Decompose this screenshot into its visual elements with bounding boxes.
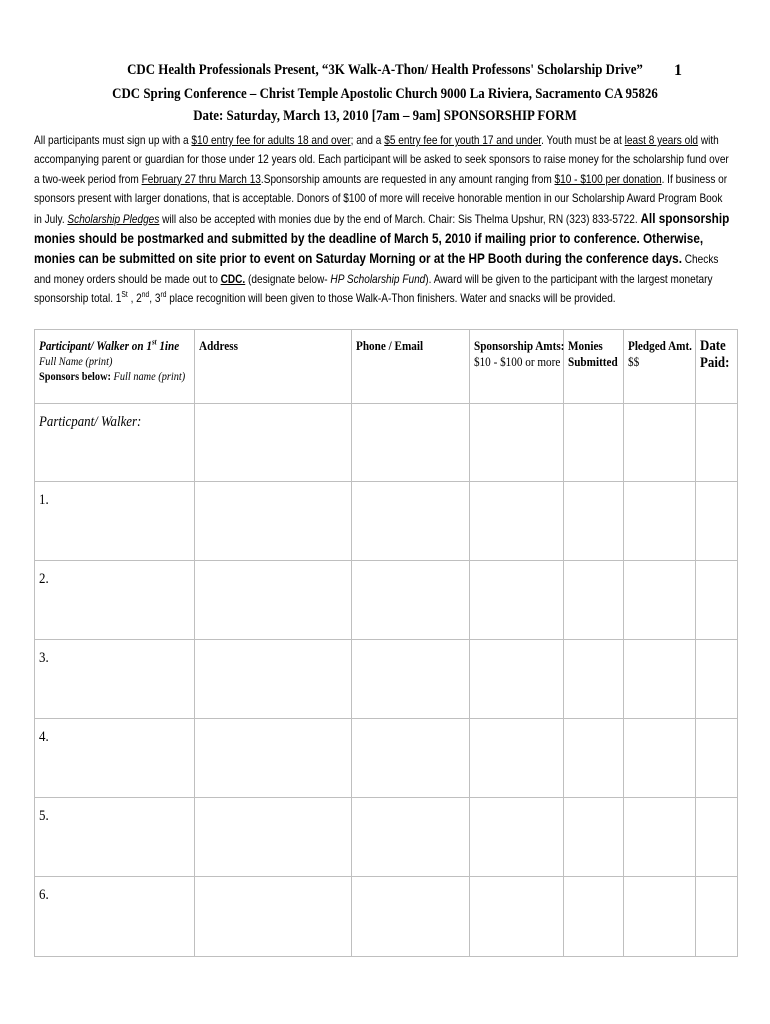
table-header-row	[35, 330, 738, 404]
intro-text: . If business or sponsors present with larger donations, that is acceptable. Donors of $100 of more will receive honorable mention in our Scholarship Award Program Book in July.	[34, 171, 728, 226]
column-header-pledged-amount: Pledged Amt. $$	[624, 330, 696, 404]
ordinal-suffix: St	[121, 290, 128, 300]
header-date: Date: Saturday, March 13, 2010 [7am – 9am] SPONSORSHIP FORM	[193, 108, 577, 124]
table-row	[35, 640, 738, 719]
pledged-amount-cell[interactable]	[624, 877, 696, 957]
intro-text: will also be accepted with monies due by the end of March. Chair: Sis Thelma Upshur, RN (323) 833-5722.	[159, 211, 641, 226]
monies-submitted-cell[interactable]	[564, 877, 624, 957]
intro-text: , 3	[149, 291, 161, 306]
date-paid-cell[interactable]	[696, 482, 738, 561]
sponsorship-amount-cell[interactable]	[470, 561, 564, 640]
sponsor-cell[interactable]: 2.	[35, 561, 195, 640]
ordinal-suffix: rd	[160, 290, 167, 300]
pledged-amount-cell[interactable]	[624, 640, 696, 719]
monies-submitted-cell[interactable]	[564, 482, 624, 561]
date-paid-cell[interactable]	[696, 877, 738, 957]
fund-name: HP Scholarship Fund	[330, 271, 426, 286]
sponsor-cell[interactable]: 6.	[35, 877, 195, 957]
column-header-sponsorship-amounts: Sponsorship Amts: $10 - $100 or more	[470, 330, 564, 404]
deadline-notice: All sponsorship monies should be postmarked and submitted by the deadline of March 5, 2010 if mailing prior to conference. Otherwise, monies can be submitted on site prior to event on Saturday Morning or at the HP Booth during the conference days.	[34, 209, 730, 267]
date-paid-cell[interactable]	[696, 640, 738, 719]
address-cell[interactable]	[195, 798, 352, 877]
phone-email-cell[interactable]	[352, 877, 470, 957]
sponsorship-amount-cell[interactable]	[470, 482, 564, 561]
sponsorship-amount-cell[interactable]	[470, 719, 564, 798]
address-cell[interactable]	[195, 640, 352, 719]
address-cell[interactable]	[195, 719, 352, 798]
date-paid-cell[interactable]	[696, 404, 738, 482]
adult-fee: $10 entry fee for adults 18 and over	[191, 133, 351, 147]
minimum-age: least 8 years old	[624, 133, 699, 147]
date-paid-cell[interactable]	[696, 561, 738, 640]
participant-cell[interactable]: Particpant/ Walker:	[35, 404, 195, 482]
pledged-amount-cell[interactable]	[624, 719, 696, 798]
intro-text: Checks and money orders should be made out to	[34, 252, 719, 286]
scholarship-pledges: Scholarship Pledges	[67, 211, 160, 226]
phone-email-cell[interactable]	[352, 640, 470, 719]
monies-submitted-cell[interactable]	[564, 561, 624, 640]
page-number: 1	[674, 62, 682, 79]
sponsor-cell[interactable]: 5.	[35, 798, 195, 877]
address-cell[interactable]	[195, 404, 352, 482]
column-header-phone-email: Phone / Email	[352, 330, 470, 404]
pledged-amount-cell[interactable]	[624, 798, 696, 877]
sponsorship-period: February 27 thru March 13	[141, 171, 261, 186]
table-row	[35, 482, 738, 561]
date-paid-cell[interactable]	[696, 719, 738, 798]
header-title: CDC Health Professionals Present, “3K Walk-A-Thon/ Health Professons' Scholarship Drive”	[127, 62, 643, 78]
monies-submitted-cell[interactable]	[564, 798, 624, 877]
phone-email-cell[interactable]	[352, 482, 470, 561]
monies-submitted-cell[interactable]	[564, 404, 624, 482]
instructions-paragraph	[34, 131, 731, 309]
column-header-date-paid: Date Paid:	[696, 330, 738, 404]
header-venue: CDC Spring Conference – Christ Temple Apostolic Church 9000 La Riviera, Sacramento CA 95826	[112, 86, 658, 102]
sponsorship-amount-cell[interactable]	[470, 404, 564, 482]
address-cell[interactable]	[195, 482, 352, 561]
pledged-amount-cell[interactable]	[624, 561, 696, 640]
monies-submitted-cell[interactable]	[564, 719, 624, 798]
intro-text: . Youth must be at	[541, 133, 625, 147]
intro-text: , 2	[127, 291, 142, 306]
phone-email-cell[interactable]	[352, 561, 470, 640]
column-header-participant: Participant/ Walker on 1st 1ine Full Name (print) Sponsors below: Full name (print)	[35, 330, 195, 404]
sponsorship-amount-cell[interactable]	[470, 877, 564, 957]
monies-submitted-cell[interactable]	[564, 640, 624, 719]
intro-text: ; and a	[350, 133, 385, 147]
donation-range: $10 - $100 per donation	[554, 171, 662, 186]
phone-email-cell[interactable]	[352, 798, 470, 877]
address-cell[interactable]	[195, 877, 352, 957]
phone-email-cell[interactable]	[352, 404, 470, 482]
table-row	[35, 798, 738, 877]
sponsor-cell[interactable]: 4.	[35, 719, 195, 798]
intro-text: with accompanying parent or guardian for those under 12 years old. Each participant will be asked to seek sponsors to raise money for the scholarship fund over a two-week period from	[34, 133, 729, 186]
table-row	[35, 404, 738, 482]
address-cell[interactable]	[195, 561, 352, 640]
table-row	[35, 561, 738, 640]
sponsorship-amount-cell[interactable]	[470, 798, 564, 877]
youth-fee: $5 entry fee for youth 17 and under	[384, 133, 542, 147]
intro-text: ). Award will be given to the participant with the largest monetary sponsorship total. 1	[34, 271, 713, 306]
payee-name: CDC.	[220, 271, 246, 286]
intro-text: .Sponsorship amounts are requested in any amount ranging from	[260, 171, 555, 186]
sponsor-cell[interactable]: 3.	[35, 640, 195, 719]
ordinal-suffix: nd	[141, 290, 150, 300]
pledged-amount-cell[interactable]	[624, 482, 696, 561]
sponsorship-table	[34, 329, 738, 957]
phone-email-cell[interactable]	[352, 719, 470, 798]
table-row	[35, 877, 738, 957]
date-paid-cell[interactable]	[696, 798, 738, 877]
sponsor-cell[interactable]: 1.	[35, 482, 195, 561]
sponsorship-amount-cell[interactable]	[470, 640, 564, 719]
intro-text: (designate below-	[245, 271, 331, 286]
column-header-monies-submitted: Monies Submitted	[564, 330, 624, 404]
pledged-amount-cell[interactable]	[624, 404, 696, 482]
intro-text: place recognition will been given to those Walk-A-Thon finishers. Water and snacks will be provided.	[166, 291, 616, 306]
column-header-address: Address	[195, 330, 352, 404]
table-row	[35, 719, 738, 798]
intro-text: All participants must sign up with a	[34, 133, 192, 147]
